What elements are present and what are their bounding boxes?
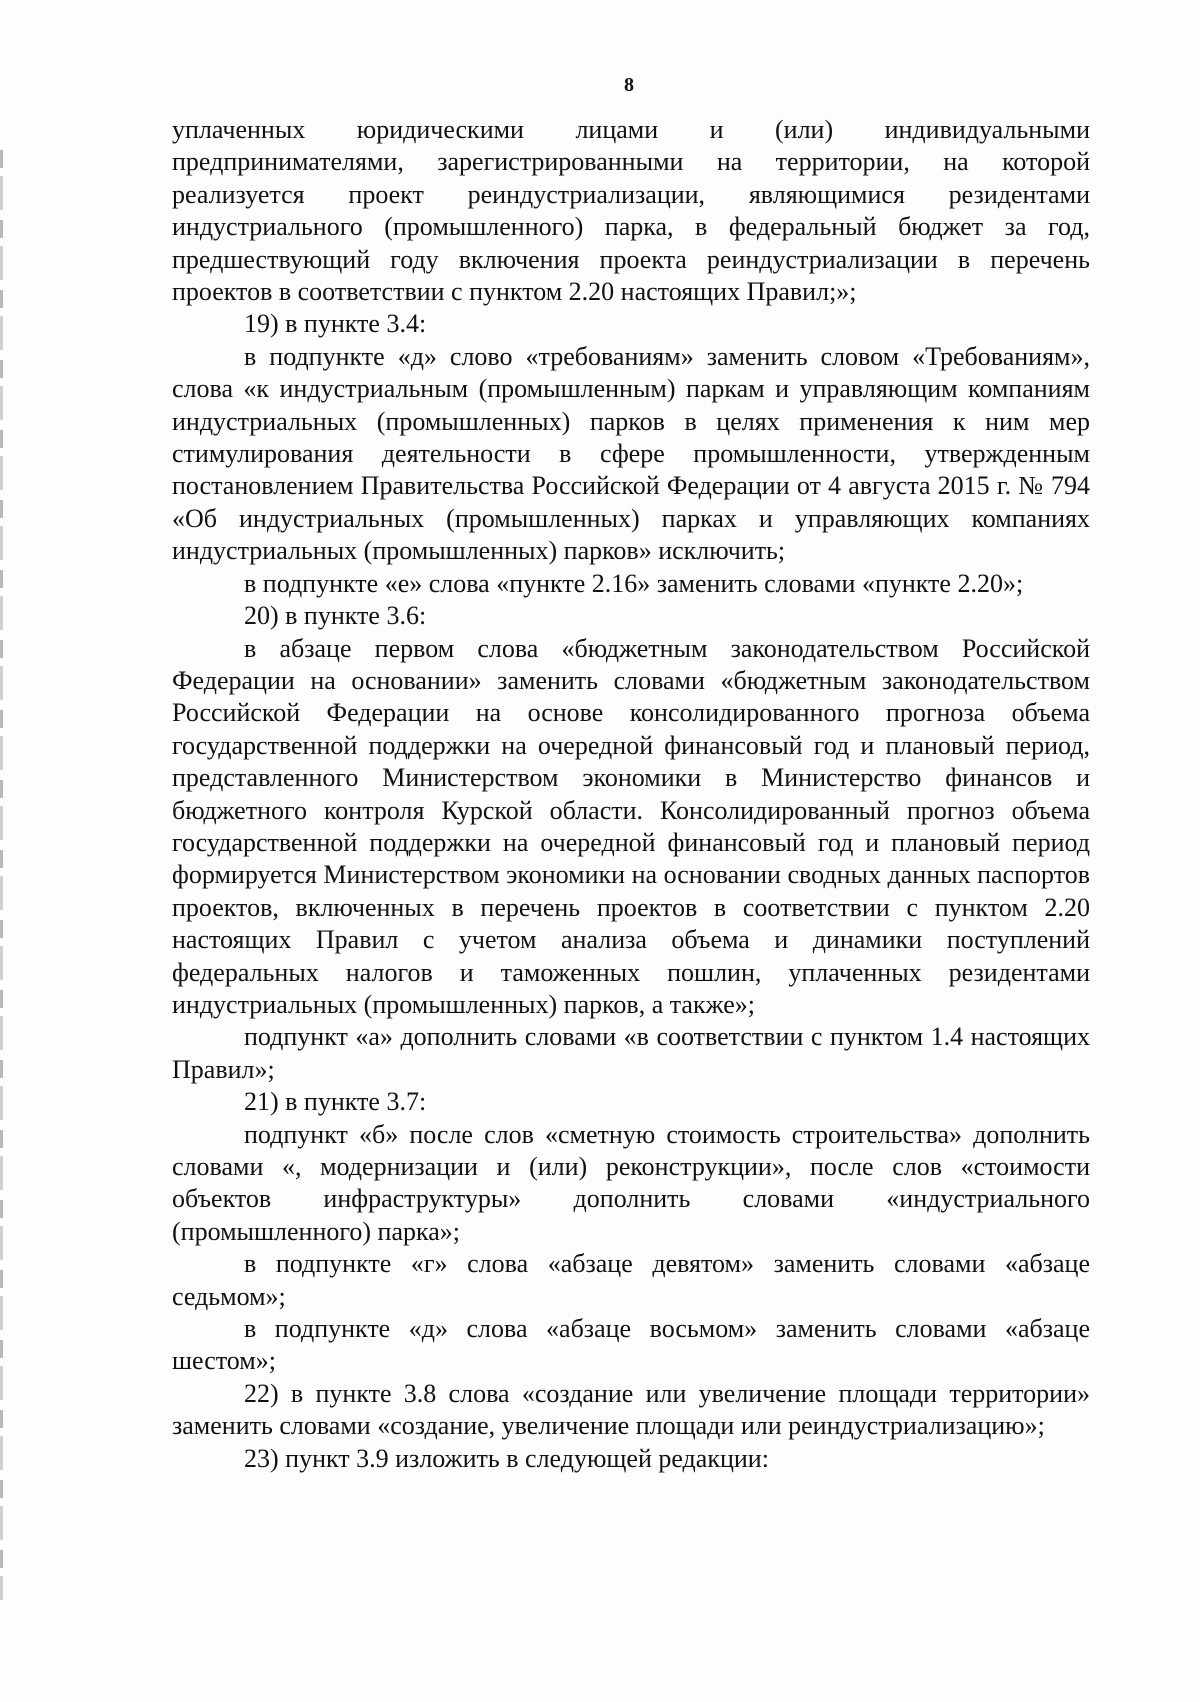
paragraph-subitem-d: в подпункте «д» слово «требованиям» заменить словом «Требованиям», слова «к индустриальным (промышленным) паркам и управляющим компаниям индустриальных (промышленных) парков в целях применения к ним мер стимулирования деятельности в сфере промышленности, утвержденным постановлением Правительства Российской Федерации от 4 августа 2015 г. № 794 «Об индустриальных (промышленных) парках и управляющих компаниях индустриальных (промышленных) парков» исключить; — [172, 341, 1090, 566]
scan-edge-mark — [0, 150, 3, 1600]
paragraph-subitem-a: подпункт «а» дополнить словами «в соответствии с пунктом 1.4 настоящих Правил»; — [172, 1022, 1090, 1084]
paragraph-subitem-e: в подпункте «е» слова «пункте 2.16» заменить словами «пункте 2.20»; — [244, 568, 1024, 598]
paragraph-item-19: 19) в пункте 3.4: — [244, 309, 427, 339]
paragraph-item-23: 23) пункт 3.9 изложить в следующей редакции: — [244, 1443, 769, 1473]
paragraph-item-20: 20) в пункте 3.6: — [244, 601, 427, 631]
paragraph-item-22: 22) в пункте 3.8 слова «создание или увеличение площади территории» заменить словами «создание, увеличение площади или реиндустриализацию»; — [172, 1378, 1090, 1441]
paragraph-subitem-g: в подпункте «г» слова «абзаце девятом» заменить словами «абзаце седьмом»; — [172, 1249, 1090, 1311]
paragraph-subitem-b: подпункт «б» после слов «сметную стоимость строительства» дополнить словами «, модернизации и (или) реконструкции», после слов «стоимости объектов инфраструктуры» дополнить словами «индустриального (промышленного) парка»; — [172, 1119, 1090, 1246]
paragraph-continuation: уплаченных юридическими лицами и (или) индивидуальными предпринимателями, зарегистрированными на территории, на которой реализуется проект реиндустриализации, являющимися резидентами индустриального (промышленного) парка, в федеральный бюджет за год, предшествующий году включения проекта реиндустриализации в перечень проектов в соответствии с пунктом 2.20 настоящих Правил;»; — [172, 115, 1090, 307]
paragraph-item-21: 21) в пункте 3.7: — [244, 1087, 427, 1117]
page-number: 8 — [624, 74, 634, 96]
paragraph-first-abzac: в абзаце первом слова «бюджетным законодательством Российской Федерации на основании» заменить словами «бюджетным законодательством Российской Федерации на основе консолидированного прогноза объема государственной поддержки на очередной финансовый год и плановый период, представленного Министерством экономики в Министерство финансов и бюджетного контроля Курской области. Консолидированный прогноз объема государственной поддержки на очередной финансовый год и плановый период формируется Министерством экономики на основании сводных данных паспортов проектов, включенных в перечень проектов в соответствии с пунктом 2.20 настоящих Правил с учетом анализа объема и динамики поступлений федеральных налогов и таможенных пошлин, уплаченных резидентами индустриальных (промышленных) парков, а также»; — [172, 633, 1090, 1019]
paragraph-subitem-d2: в подпункте «д» слова «абзаце восьмом» заменить словами «абзаце шестом»; — [172, 1314, 1090, 1376]
document-body — [172, 114, 1090, 1475]
